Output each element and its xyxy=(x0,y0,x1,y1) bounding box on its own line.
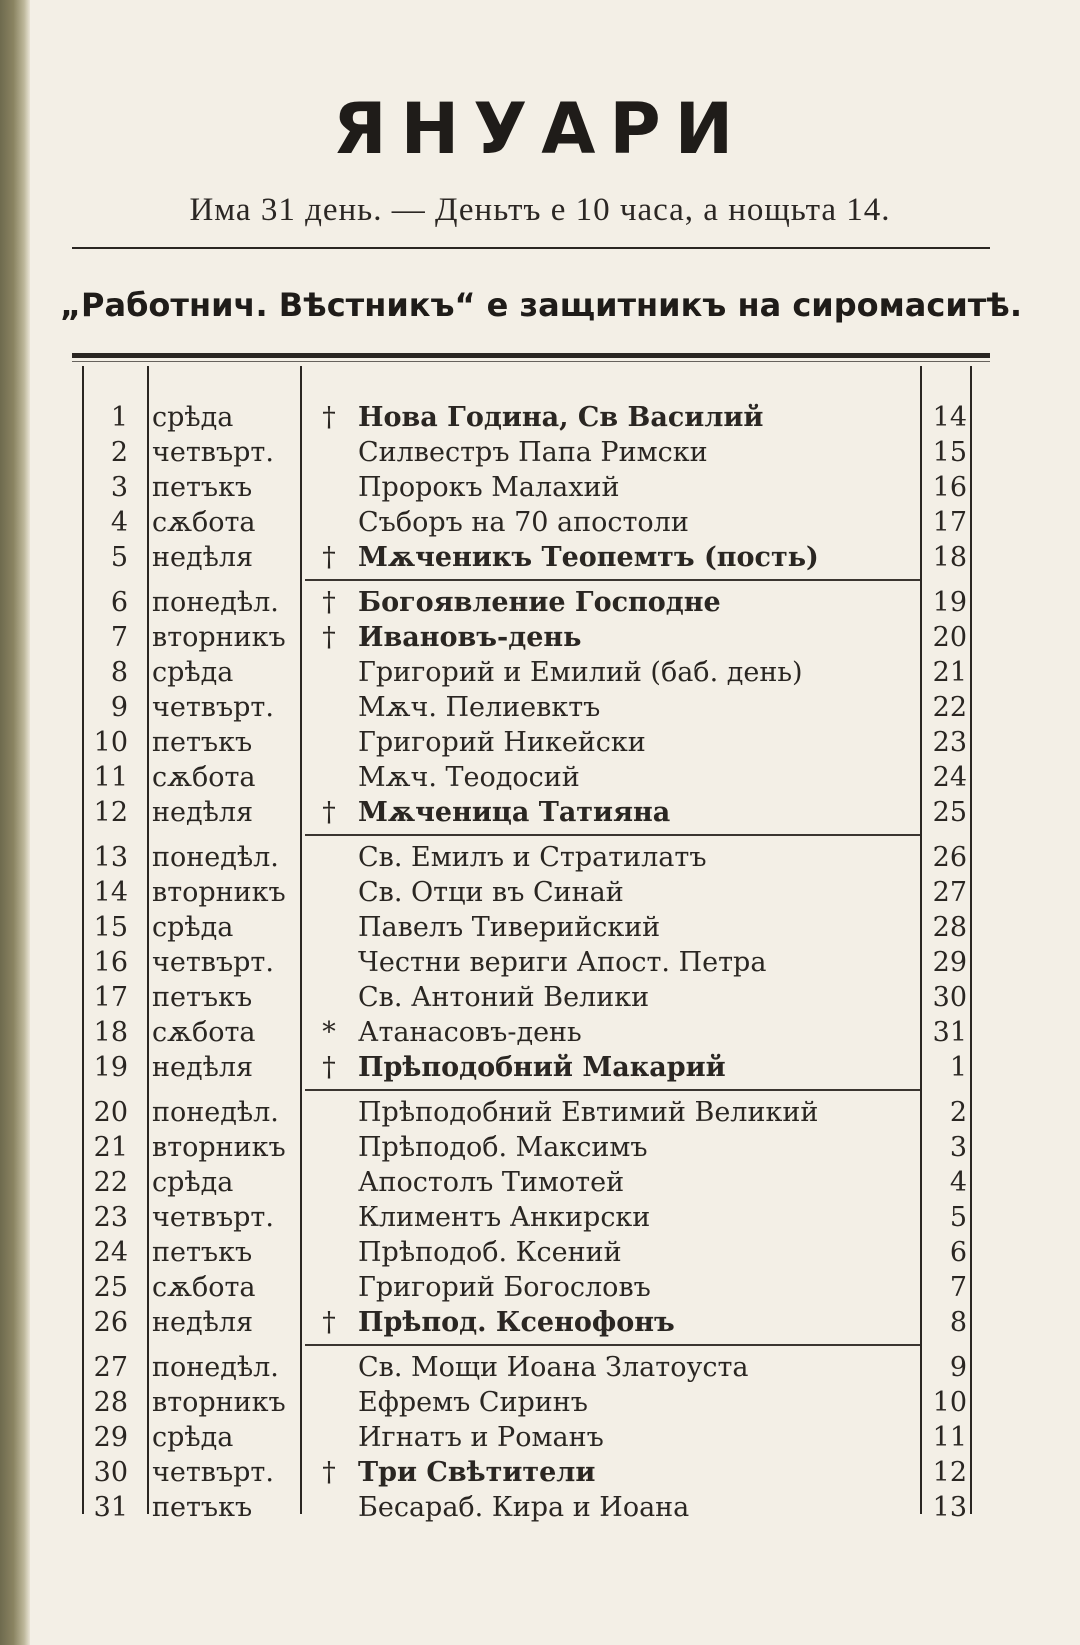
day-number: 27 xyxy=(93,1352,128,1383)
day-number: 9 xyxy=(110,692,128,723)
day-row xyxy=(0,840,1080,875)
saint-name: Апостолъ Тимотей xyxy=(358,1167,625,1198)
day-row xyxy=(0,760,1080,795)
old-style-date: 10 xyxy=(932,1387,967,1418)
saint-name: Атанасовъ-день xyxy=(358,1017,582,1048)
saint-name: Григорий и Емилий (баб. день) xyxy=(358,657,803,688)
old-style-date: 28 xyxy=(932,912,967,943)
day-number: 20 xyxy=(93,1097,128,1128)
old-style-date: 5 xyxy=(949,1202,967,1233)
saint-name: Мѫченица Татияна xyxy=(358,797,671,828)
saint-name: Прѣподобний Евтимий Великий xyxy=(358,1097,819,1128)
day-number: 28 xyxy=(93,1387,128,1418)
day-row xyxy=(0,795,1080,830)
weekday: сѫбота xyxy=(152,762,256,793)
day-row xyxy=(0,725,1080,760)
old-style-date: 8 xyxy=(949,1307,967,1338)
feast-mark: * xyxy=(322,1017,336,1048)
day-number: 7 xyxy=(110,622,128,653)
weekday: вторникъ xyxy=(152,877,286,908)
week-separator xyxy=(305,1089,920,1091)
saint-name: Мѫч. Пелиевктъ xyxy=(358,692,601,723)
old-style-date: 19 xyxy=(932,587,967,618)
saint-name: Прѣподоб. Максимъ xyxy=(358,1132,648,1163)
feast-mark: † xyxy=(322,402,336,433)
weekday: понедѣл. xyxy=(152,587,279,618)
old-style-date: 25 xyxy=(932,797,967,828)
weekday: четвърт. xyxy=(152,1202,274,1233)
saint-name: Бесараб. Кира и Иоана xyxy=(358,1492,690,1523)
old-style-date: 2 xyxy=(949,1097,967,1128)
feast-mark: † xyxy=(322,622,336,653)
saint-name: Прѣподоб. Ксений xyxy=(358,1237,622,1268)
month-title: ЯНУАРИ xyxy=(332,88,748,170)
day-row xyxy=(0,435,1080,470)
day-number: 6 xyxy=(110,587,128,618)
week-separator xyxy=(305,579,920,581)
old-style-date: 18 xyxy=(932,542,967,573)
saint-name: Пророкъ Малахий xyxy=(358,472,620,503)
day-number: 16 xyxy=(93,947,128,978)
saint-name: Григорий Никейски xyxy=(358,727,646,758)
weekday: вторникъ xyxy=(152,1132,286,1163)
day-number: 11 xyxy=(93,762,128,793)
feast-mark: † xyxy=(322,1457,336,1488)
feast-mark: † xyxy=(322,587,336,618)
saint-name: Богоявление Господне xyxy=(358,587,721,618)
weekday: четвърт. xyxy=(152,692,274,723)
saint-name: Нова Година, Св Василий xyxy=(358,402,764,433)
weekday: срѣда xyxy=(152,1167,234,1198)
saint-name: Св. Антоний Велики xyxy=(358,982,650,1013)
day-row xyxy=(0,1350,1080,1385)
old-style-date: 7 xyxy=(949,1272,967,1303)
day-number: 5 xyxy=(110,542,128,573)
weekday: петъкъ xyxy=(152,982,253,1013)
saint-name: Три Свѣтители xyxy=(358,1457,596,1488)
saint-name: Игнатъ и Романъ xyxy=(358,1422,604,1453)
saint-name: Св. Отци въ Синай xyxy=(358,877,624,908)
weekday: вторникъ xyxy=(152,1387,286,1418)
day-row xyxy=(0,980,1080,1015)
weekday: недѣля xyxy=(152,1307,254,1338)
day-row xyxy=(0,1200,1080,1235)
weekday: четвърт. xyxy=(152,437,274,468)
slogan: „Работнич. Вѣстникъ“ е защитникъ на сиромаситѣ. xyxy=(60,286,1022,324)
week-separator xyxy=(305,834,920,836)
saint-name: Мѫченикъ Теопемтъ (пость) xyxy=(358,542,819,573)
day-number: 14 xyxy=(93,877,128,908)
day-row xyxy=(0,505,1080,540)
day-number: 29 xyxy=(93,1422,128,1453)
day-row xyxy=(0,910,1080,945)
day-number: 10 xyxy=(93,727,128,758)
day-number: 26 xyxy=(93,1307,128,1338)
old-style-date: 11 xyxy=(932,1422,967,1453)
feast-mark: † xyxy=(322,542,336,573)
saint-name: Григорий Богословъ xyxy=(358,1272,651,1303)
saint-name: Св. Мощи Иоана Златоуста xyxy=(358,1352,749,1383)
day-row xyxy=(0,470,1080,505)
day-number: 17 xyxy=(93,982,128,1013)
day-number: 22 xyxy=(93,1167,128,1198)
weekday: сѫбота xyxy=(152,1272,256,1303)
weekday: петъкъ xyxy=(152,1492,253,1523)
old-style-date: 15 xyxy=(932,437,967,468)
day-row xyxy=(0,1050,1080,1085)
day-number: 24 xyxy=(93,1237,128,1268)
old-style-date: 9 xyxy=(949,1352,967,1383)
old-style-date: 1 xyxy=(949,1052,967,1083)
weekday: срѣда xyxy=(152,402,234,433)
weekday: срѣда xyxy=(152,1422,234,1453)
old-style-date: 31 xyxy=(932,1017,967,1048)
day-number: 13 xyxy=(93,842,128,873)
old-style-date: 17 xyxy=(932,507,967,538)
day-row xyxy=(0,1420,1080,1455)
day-row xyxy=(0,585,1080,620)
old-style-date: 12 xyxy=(932,1457,967,1488)
weekday: петъкъ xyxy=(152,472,253,503)
weekday: четвърт. xyxy=(152,947,274,978)
old-style-date: 14 xyxy=(932,402,967,433)
old-style-date: 13 xyxy=(932,1492,967,1523)
old-style-date: 3 xyxy=(949,1132,967,1163)
subtitle-rule xyxy=(72,247,990,249)
day-number: 3 xyxy=(110,472,128,503)
old-style-date: 23 xyxy=(932,727,967,758)
saint-name: Съборъ на 70 апостоли xyxy=(358,507,689,538)
day-row xyxy=(0,1305,1080,1340)
old-style-date: 30 xyxy=(932,982,967,1013)
day-row xyxy=(0,1130,1080,1165)
saint-name: Павелъ Тиверийский xyxy=(358,912,661,943)
table-top-rule-thin xyxy=(72,361,990,362)
day-number: 18 xyxy=(93,1017,128,1048)
day-number: 21 xyxy=(93,1132,128,1163)
day-row xyxy=(0,620,1080,655)
old-style-date: 4 xyxy=(949,1167,967,1198)
day-number: 19 xyxy=(93,1052,128,1083)
day-row xyxy=(0,1015,1080,1050)
month-subtitle: Има 31 день. — Деньтъ е 10 часа, а нощьта 14. xyxy=(189,192,891,228)
saint-name: Климентъ Анкирски xyxy=(358,1202,651,1233)
saint-name: Ефремъ Сиринъ xyxy=(358,1387,588,1418)
weekday: недѣля xyxy=(152,797,254,828)
day-number: 2 xyxy=(110,437,128,468)
saint-name: Мѫч. Теодосий xyxy=(358,762,580,793)
saint-name: Честни вериги Апост. Петра xyxy=(358,947,767,978)
old-style-date: 24 xyxy=(932,762,967,793)
weekday: недѣля xyxy=(152,1052,254,1083)
day-row xyxy=(0,945,1080,980)
weekday: понедѣл. xyxy=(152,842,279,873)
old-style-date: 26 xyxy=(932,842,967,873)
weekday: срѣда xyxy=(152,912,234,943)
day-row xyxy=(0,1165,1080,1200)
day-row xyxy=(0,690,1080,725)
table-top-rule xyxy=(72,353,990,358)
saint-name: Прѣпод. Ксенофонъ xyxy=(358,1307,675,1338)
day-row xyxy=(0,1490,1080,1525)
old-style-date: 16 xyxy=(932,472,967,503)
saint-name: Прѣподобний Макарий xyxy=(358,1052,726,1083)
day-number: 1 xyxy=(110,402,128,433)
day-number: 15 xyxy=(93,912,128,943)
weekday: понедѣл. xyxy=(152,1097,279,1128)
old-style-date: 22 xyxy=(932,692,967,723)
day-number: 8 xyxy=(110,657,128,688)
saint-name: Силвестръ Папа Римски xyxy=(358,437,708,468)
feast-mark: † xyxy=(322,1307,336,1338)
day-number: 31 xyxy=(93,1492,128,1523)
weekday: вторникъ xyxy=(152,622,286,653)
week-separator xyxy=(305,1344,920,1346)
old-style-date: 21 xyxy=(932,657,967,688)
weekday: четвърт. xyxy=(152,1457,274,1488)
day-row xyxy=(0,1270,1080,1305)
weekday: сѫбота xyxy=(152,1017,256,1048)
day-number: 4 xyxy=(110,507,128,538)
old-style-date: 20 xyxy=(932,622,967,653)
old-style-date: 29 xyxy=(932,947,967,978)
weekday: сѫбота xyxy=(152,507,256,538)
feast-mark: † xyxy=(322,1052,336,1083)
weekday: понедѣл. xyxy=(152,1352,279,1383)
day-row xyxy=(0,1235,1080,1270)
day-number: 25 xyxy=(93,1272,128,1303)
day-row xyxy=(0,400,1080,435)
saint-name: Св. Емилъ и Стратилатъ xyxy=(358,842,707,873)
day-row xyxy=(0,1385,1080,1420)
old-style-date: 6 xyxy=(949,1237,967,1268)
day-row xyxy=(0,540,1080,575)
day-row xyxy=(0,875,1080,910)
weekday: недѣля xyxy=(152,542,254,573)
day-row xyxy=(0,655,1080,690)
weekday: срѣда xyxy=(152,657,234,688)
day-number: 30 xyxy=(93,1457,128,1488)
weekday: петъкъ xyxy=(152,1237,253,1268)
weekday: петъкъ xyxy=(152,727,253,758)
day-row xyxy=(0,1095,1080,1130)
old-style-date: 27 xyxy=(932,877,967,908)
day-number: 12 xyxy=(93,797,128,828)
day-number: 23 xyxy=(93,1202,128,1233)
feast-mark: † xyxy=(322,797,336,828)
day-row xyxy=(0,1455,1080,1490)
saint-name: Ивановъ-день xyxy=(358,622,582,653)
